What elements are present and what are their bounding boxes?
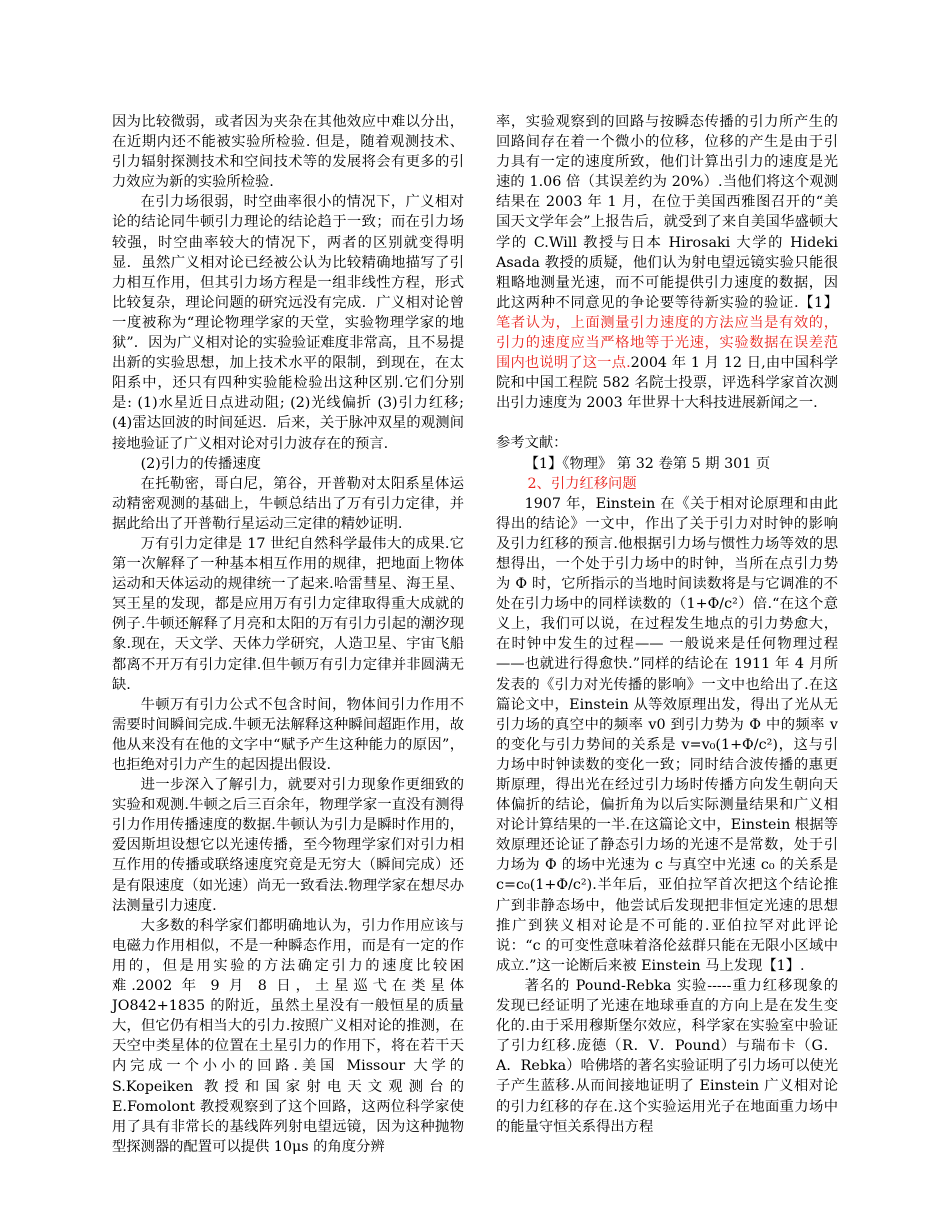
paragraph: 1907 年，Einstein 在《关于相对论原理和由此得出的结论》一文中，作出了关于引力对时钟的影响及引力红移的预言.他根据引力场与惯性力场等效的思想得出，一个处于引力场中的时钟，当所在点引力势为 Φ 时，它所指示的当地时间读数将是与它调准的不处在引力场中的同样读数的（1+Φ/c²）倍.“在这个意义上，我们可以说，在过程发生地点的引力势愈大，在时钟中发生的过程—— 一般说来是任何物理过程——也就进行得愈快.”同样的结论在 1911 年 4 月所发表的《引力对光传播的影响》一文中也给出了.在这篇论文中，Einstein 从等效原理出发，得出了光从无引力场的真空中的频率 v0 到引力势为 Φ 中的频率 v 的变化与引力势间的关系是 v=v₀(1+Φ/c²)，这与引力场中时钟读数的变化一致；同时结合波传播的惠更斯原理，得出光在经过引力场时传播方向发生朝向天体偏折的结论，偏折角为以后实际测量结果和广义相对论计算结果的一半.在这篇论文中，Einstein 根据等效原理还论证了静态引力场的光速不是常数，处于引力场为 Φ 的场中光速为 c 与真空中光速 c₀ 的关系是 c=c₀(1+Φ/c²).半年后，亚伯拉罕首次把这个结论推广到非静态场中，他尝试后发现把非恒定光速的思想推广到狭义相对论是不可能的.亚伯拉罕对此评论说：“c 的可变性意味着洛伦兹群只能在无限小区域中成立.”这一论断后来被 Einstein 马上发现【1】. — [496, 495, 838, 974]
paragraph-text: 2004 年 1 月 12 日,由中国科学院和中国工程院 582 名院士投票，评选科学家首次测出引力速度为 2003 年世界十大科技进展新闻之一. — [496, 355, 838, 412]
paragraph: 因为比较微弱，或者因为夹杂在其他效应中难以分出，在近期内还不能被实验所检验. 但是，随着观测技术、引力辐射探测技术和空间技术等的发展将会有更多的引力效应为新的实验所检验. — [112, 114, 464, 191]
reference-item: 【1】《物理》 第 32 卷第 5 期 301 页 — [524, 455, 771, 472]
paragraph: 著名的 Pound-Rebka 实验-----重力红移现象的发现已经证明了光速在地球垂直的方向上是在发生变化的.由于采用穆斯堡尔效应，科学家在实验室中验证了引力红移.庞德（R．V．Pound）与瑞布卡（G．A．Rebka）哈佛塔的著名实验证明了引力场可以使光子产生蓝移.从而间接地证明了 Einstein 广义相对论的引力红移的存在.这个实验运用光子在地面重力场中的能量守恒关系得出方程 — [496, 977, 838, 1135]
paragraph: 大多数的科学家们都明确地认为，引力作用应该与电磁力作用相似，不是一种瞬态作用，而是有一定的作用的，但是用实验的方法确定引力的速度比较困难.2002 年 9 月 8 日，土星巡弋在类星体 JO842+1835 的附近，虽然土星没有一般恒星的质量大，但它仍有相当大的引力.按照广义相对论的推测，在天空中类星体的位置在土星引力的作用下，将在若干天内完成一个小小的回路.美国 Missour 大学的 S.Kopeiken 教授和国家射电天文观测台的 E.Fomolont 教授观察到了这个回路，这两位科学家使用了具有非常长的基线阵列射电望远镜，因为这种抛物型探测器的配置可以提供 10μs 的角度分辨 — [112, 917, 464, 1155]
references-title: 参考文献： — [496, 435, 568, 452]
subheading: (2)引力的传播速度 — [140, 455, 261, 472]
section-heading: 2、引力红移问题 — [527, 475, 637, 492]
paragraph: 进一步深入了解引力，就要对引力现象作更细致的实验和观测.牛顿之后三百余年，物理学家一直没有测得引力作用传播速度的数据.牛顿认为引力是瞬时作用的，爱因斯坦设想它以光速传播，至今物理学家们对引力相互作用的传播或联络速度究竟是无穷大（瞬间完成）还是有限速度（如光速）尚无一致看法.物理学家在想尽办法测量引力速度. — [112, 777, 464, 914]
right-column — [496, 112, 838, 1137]
paragraph: 在托勒密，哥白尼，第谷，开普勒对太阳系星体运动精密观测的基础上，牛顿总结出了万有引力定律，并据此给出了开普勒行星运动三定律的精妙证明. — [112, 475, 464, 532]
paragraph-text: 率，实验观察到的回路与按瞬态传播的引力所产生的回路间存在着一个微小的位移，位移的产生是由于引力具有一定的速度所致，他们计算出引力的速度是光速的 1.06 倍（其误差约为 20%）.当他们将这个观测结果在 2003 年 1 月，在位于美国西雅图召开的“美国天文学年会”上报告后，就受到了来自美国华盛顿大学的 C.Will 教授与日本 Hirosaki 大学的 Hideki Asada 教授的质疑，他们认为射电望远镜实验只能很粗略地测量光速，而不可能提供引力速度的数据，因此这两种不同意见的争论要等待新实验的验证.【1】 — [496, 114, 838, 311]
author-comment: 笔者认为，上面测量引力速度的方法应当是有效的，引力的速度应当严格地等于光速，实验数据在误差范围内也说明了这一点. — [496, 314, 838, 372]
paragraph: 在引力场很弱，时空曲率很小的情况下，广义相对论的结论同牛顿引力理论的结论趋于一致；而在引力场较强，时空曲率较大的情况下，两者的区别就变得明显．虽然广义相对论已经被公认为比较精确地描写了引力相互作用，但其引力场方程是一组非线性方程，形式比较复杂，理论问题的研究远没有完成．广义相对论曾一度被称为“理论物理学家的天堂，实验物理学家的地狱”．因为广义相对论的实验验证难度非常高，且不易提出新的实验思想，加上技术水平的限制，到现在，在太阳系中，还只有四种实验能检验出这种区别.它们分别是: (1)水星近日点进动阻; (2)光线偏折 (3)引力红移; (4)雷达回波的时间延迟．后来，关于脉冲双星的观测间接地验证了广义相对论对引力波存在的预言. — [112, 194, 464, 452]
paragraph — [496, 112, 838, 413]
left-column — [112, 112, 464, 1157]
spacer — [496, 413, 838, 433]
paragraph: 万有引力定律是 17 世纪自然科学最伟大的成果.它第一次解释了一种基本相互作用的规律，把地面上物体运动和天体运动的规律统一了起来.哈雷彗星、海王星、冥王星的发现，都是应用万有引力定律取得重大成就的例子.牛顿还解释了月亮和太阳的万有引力引起的潮汐现象.现在，天文学、天体力学研究，人造卫星、宇宙飞船都离不开万有引力定律.但牛顿万有引力定律并非圆满无缺. — [112, 535, 464, 693]
paragraph: 牛顿万有引力公式不包含时间，物体间引力作用不需要时间瞬间完成.牛顿无法解释这种瞬间超距作用，故他从来没有在他的文字中“赋予产生这种能力的原因”，也拒绝对引力产生的起因提出假设. — [112, 696, 464, 773]
